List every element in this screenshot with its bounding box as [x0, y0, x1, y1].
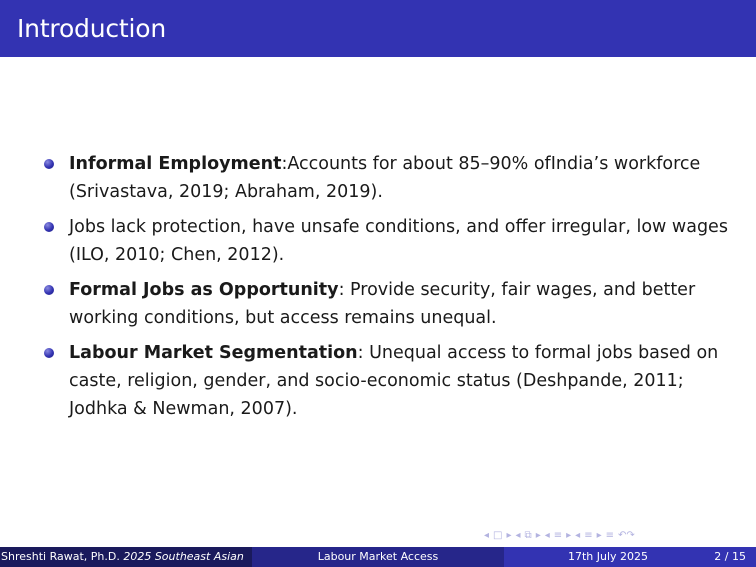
list-item	[44, 213, 744, 269]
item-heading: Labour Market Segmentation	[69, 343, 358, 363]
nav-toc-icon[interactable]: ≡	[605, 530, 615, 541]
item-heading: Informal Employment	[69, 154, 282, 174]
footer-page-number: 2 / 15	[714, 550, 746, 563]
slide-title: Introduction	[17, 14, 166, 43]
bullet-icon	[44, 222, 54, 232]
list-item	[44, 339, 744, 423]
list-item	[44, 276, 744, 332]
footer-author: Shreshti Rawat, Ph.D.	[1, 550, 120, 563]
item-heading: Formal Jobs as Opportunity	[69, 280, 339, 300]
footer-date-box	[504, 547, 756, 567]
footer-author-box	[0, 547, 252, 567]
nav-subsection-icon[interactable]: ⧉	[524, 530, 532, 541]
item-text: : Unequal access to formal jobs based on caste, religion, gender, and socio-economic status (Deshpande, 2011; Jodhka & Newman, 2007).	[69, 343, 719, 419]
nav-next-part-icon[interactable]: ▸	[596, 530, 602, 541]
list-item	[44, 150, 744, 206]
nav-prev-subsection-icon[interactable]: ◂	[515, 530, 521, 541]
nav-frame-icon[interactable]: □	[493, 530, 503, 541]
item-text: :Accounts for about 85–90% ofIndia’s workforce (Srivastava, 2019; Abraham, 2019).	[69, 154, 701, 202]
nav-back-forward-icon[interactable]: ↶↷	[618, 530, 635, 541]
bullet-list	[44, 150, 744, 430]
bullet-icon	[44, 285, 54, 295]
item-text: Jobs lack protection, have unsafe conditions, and offer irregular, low wages (ILO, 2010; Chen, 2012).	[69, 217, 728, 265]
nav-next-section-icon[interactable]: ▸	[566, 530, 572, 541]
nav-next-frame-icon[interactable]: ▸	[506, 530, 512, 541]
nav-part-icon[interactable]: ≡	[584, 530, 593, 541]
nav-prev-section-icon[interactable]: ◂	[544, 530, 550, 541]
item-text: : Provide security, fair wages, and better working conditions, but access remains unequal.	[69, 280, 696, 328]
nav-section-icon[interactable]: ≡	[553, 530, 563, 541]
nav-prev-frame-icon[interactable]: ◂	[484, 530, 490, 541]
slide-footer	[0, 547, 756, 567]
beamer-navigation	[484, 530, 750, 542]
slide-title-bar	[0, 0, 756, 57]
footer-title-box	[252, 547, 504, 567]
nav-prev-part-icon[interactable]: ◂	[575, 530, 581, 541]
bullet-icon	[44, 159, 54, 169]
footer-date: 17th July 2025	[568, 550, 649, 563]
footer-short-title: Labour Market Access	[317, 550, 439, 563]
footer-institution: 2025 Southeast Asian	[123, 550, 244, 563]
nav-next-subsection-icon[interactable]: ▸	[535, 530, 541, 541]
bullet-icon	[44, 348, 54, 358]
